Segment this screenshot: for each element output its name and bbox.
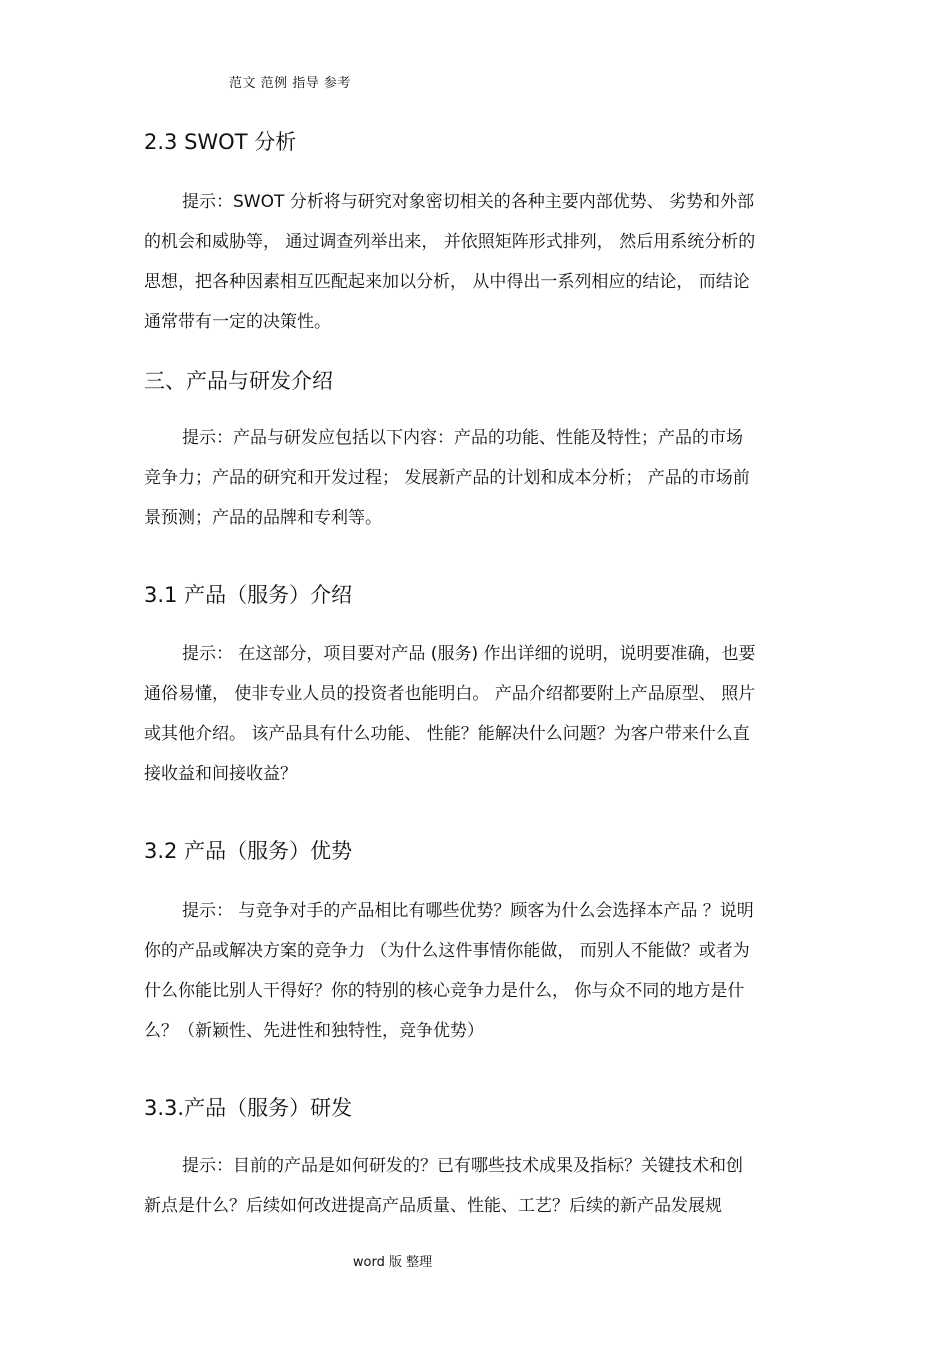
paragraph-line: 你的产品或解决方案的竞争力 （为什么这件事情你能做， 而别人不能做？或者为	[144, 941, 750, 961]
section-heading-swot: 2.3 SWOT 分析	[144, 130, 297, 154]
paragraph-product-research	[144, 1146, 809, 1226]
paragraph-line: 提示： 在这部分，项目要对产品 (服务) 作出详细的说明，说明要准确，也要	[182, 644, 756, 664]
section-heading-product-research: 3.3.产品（服务）研发	[144, 1096, 353, 1120]
paragraph-line: 提示：SWOT 分析将与研究对象密切相关的各种主要内部优势、 劣势和外部	[182, 192, 755, 212]
paragraph-line: 景预测；产品的品牌和专利等。	[144, 508, 382, 528]
paragraph-line: 思想，把各种因素相互匹配起来加以分析， 从中得出一系列相应的结论， 而结论	[144, 272, 750, 292]
paragraph-line: 的机会和威胁等， 通过调查列举出来， 并依照矩阵形式排列， 然后用系统分析的	[144, 232, 756, 252]
paragraph-product-advantage	[144, 891, 809, 1051]
paragraph-line: 提示：目前的产品是如何研发的？已有哪些技术成果及指标？关键技术和创	[182, 1156, 743, 1176]
page-footer: word 版 整理	[352, 1255, 433, 1270]
paragraph-line: 什么你能比别人干得好？你的特别的核心竞争力是什么， 你与众不同的地方是什	[144, 981, 745, 1001]
paragraph-line: 通俗易懂， 使非专业人员的投资者也能明白。 产品介绍都要附上产品原型、 照片	[144, 684, 756, 704]
paragraph-line: 竞争力；产品的研究和开发过程； 发展新产品的计划和成本分析； 产品的市场前	[144, 468, 750, 488]
page-header: 范文 范例 指导 参考	[229, 76, 351, 91]
paragraph-line: 么？（新颖性、先进性和独特性，竞争优势）	[144, 1021, 484, 1041]
paragraph-product-rd	[144, 418, 809, 538]
paragraph-line: 或其他介绍。 该产品具有什么功能、 性能？能解决什么问题？为客户带来什么直	[144, 724, 750, 744]
section-heading-product-rd: 三、产品与研发介绍	[144, 369, 333, 393]
paragraph-line: 提示：产品与研发应包括以下内容：产品的功能、性能及特性；产品的市场	[182, 428, 743, 448]
section-heading-product-advantage: 3.2 产品（服务）优势	[144, 839, 353, 863]
paragraph-swot	[144, 182, 809, 342]
paragraph-line: 提示： 与竞争对手的产品相比有哪些优势？顾客为什么会选择本产品 ？说明	[182, 901, 754, 921]
section-heading-product-intro: 3.1 产品（服务）介绍	[144, 583, 353, 607]
paragraph-line: 新点是什么？后续如何改进提高产品质量、性能、工艺？后续的新产品发展规	[144, 1196, 722, 1216]
paragraph-product-intro	[144, 634, 809, 794]
paragraph-line: 接收益和间接收益？	[144, 764, 297, 784]
paragraph-line: 通常带有一定的决策性。	[144, 312, 331, 332]
